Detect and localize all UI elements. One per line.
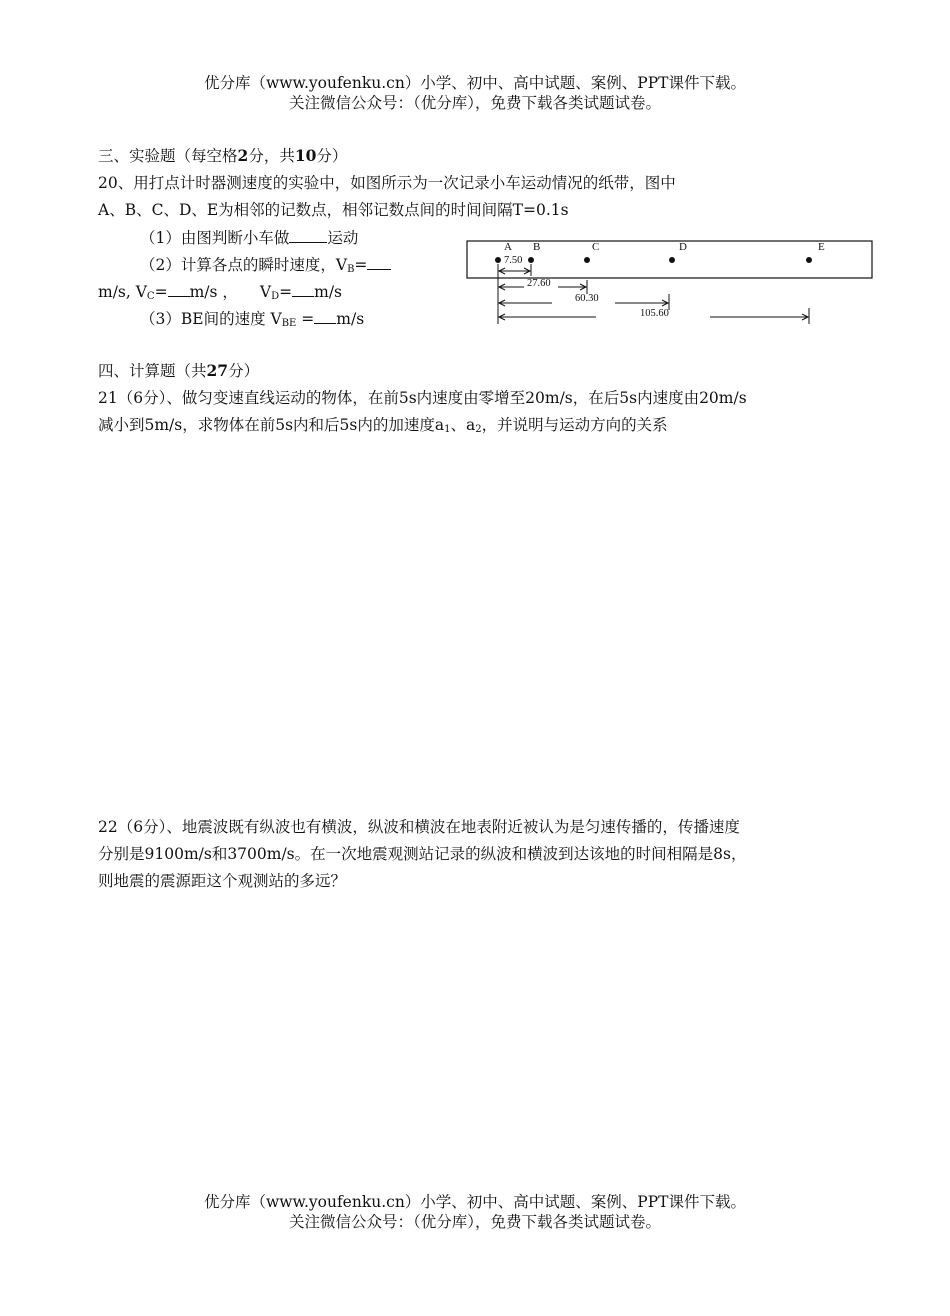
- vc-subscript: C: [146, 291, 155, 302]
- point-label-e: E: [818, 241, 825, 253]
- q20-line-1: 20、用打点计时器测速度的实验中，如图所示为一次记录小车运动情况的纸带，图中: [98, 174, 676, 192]
- vbe-equals: =: [296, 310, 315, 328]
- measure-ab-label: 7.50: [504, 255, 523, 266]
- q20-part-3: [140, 308, 364, 334]
- paper-tape-diagram: [460, 236, 880, 328]
- vd-subscript: D: [271, 291, 280, 302]
- vbe-subscript: BE: [281, 318, 297, 329]
- q20-part-3-prefix: （3）BE间的速度 V: [140, 310, 282, 328]
- vb-blank[interactable]: [367, 254, 391, 270]
- header-line-1: 优分库（www.youfenku.cn）小学、初中、高中试题、案例、PPT课件下载。: [203, 74, 747, 92]
- q20-part-2-prefix: （2）计算各点的瞬时速度，V: [140, 256, 348, 274]
- q22-line-3: 则地震的震源距这个观测站的多远？: [98, 872, 347, 890]
- vd-unit: m/s: [314, 283, 342, 301]
- dot-b: [528, 257, 534, 263]
- vd-blank[interactable]: [292, 281, 314, 297]
- q21-line-2: [98, 415, 668, 440]
- q20-part-1-prefix: （1）由图判断小车做: [140, 229, 290, 247]
- q21-line-2-a: 减小到5m/s，求物体在前5s内和后5s内的加速度a: [98, 416, 445, 434]
- section-4-total: 27: [206, 361, 229, 380]
- q21-line-2-b: ，并说明与运动方向的关系: [481, 416, 668, 434]
- q22-line-1: 22（6分）、地震波既有纵波也有横波，纵波和横波在地表附近被认为是匀速传播的，传播速度: [98, 818, 740, 836]
- vc-unit: m/s ，: [189, 283, 238, 301]
- a1-subscript: 1: [444, 424, 451, 435]
- vc-prefix: m/s, V: [98, 283, 147, 301]
- q20-line-2: A、B、C、D、E为相邻的记数点，相邻记数点间的时间间隔T=0.1s: [98, 201, 569, 219]
- section-3-title: [98, 146, 347, 166]
- measure-ae-label: 105.60: [640, 308, 669, 319]
- vd-equals: =: [279, 283, 293, 301]
- point-label-a: A: [504, 241, 512, 253]
- q21-line-1: 21（6分）、做匀变速直线运动的物体，在前5s内速度由零增至20m/s，在后5s内速度由20m/s: [98, 389, 747, 407]
- q20-part-2-cont: [98, 281, 342, 307]
- dot-a: [495, 257, 501, 263]
- measure-ad-label: 60.30: [575, 293, 599, 304]
- vd-prefix: V: [259, 283, 272, 301]
- section-3-points-each: 2: [237, 146, 249, 165]
- q22-line-2: 分别是9100m/s和3700m/s。在一次地震观测站记录的纵波和横波到达该地的时间相隔是8s，: [98, 845, 747, 863]
- vbe-blank[interactable]: [314, 308, 336, 324]
- dot-d: [669, 257, 675, 263]
- point-label-c: C: [592, 241, 600, 253]
- vbe-unit: m/s: [336, 310, 365, 328]
- q20-part-1: [140, 227, 358, 248]
- section-4-suffix: 分）: [228, 362, 260, 380]
- measure-ac-label: 27.60: [527, 278, 551, 289]
- section-3-suffix: 分）: [316, 147, 348, 165]
- q20-part-2: [140, 254, 391, 280]
- dot-c: [584, 257, 590, 263]
- footer-line-2: 关注微信公众号：（优分库），免费下载各类试题试卷。: [288, 1213, 661, 1231]
- q21-separator: 、a: [450, 416, 476, 434]
- vb-equals: =: [354, 256, 368, 274]
- section-3-total: 10: [294, 146, 317, 165]
- vc-blank[interactable]: [168, 281, 190, 297]
- point-label-b: B: [533, 241, 541, 253]
- point-label-d: D: [679, 241, 687, 253]
- section-3-prefix: 三、实验题（每空格: [98, 147, 238, 165]
- vc-equals: =: [154, 283, 168, 301]
- vb-subscript: B: [347, 264, 355, 275]
- section-3-middle: 分，共: [248, 147, 295, 165]
- header-line-2: 关注微信公众号：（优分库），免费下载各类试题试卷。: [288, 94, 661, 112]
- a2-subscript: 2: [475, 424, 482, 435]
- q20-part-1-suffix: 运动: [327, 229, 359, 247]
- dot-e: [806, 257, 812, 263]
- section-4-title: [98, 361, 259, 381]
- footer-line-1: 优分库（www.youfenku.cn）小学、初中、高中试题、案例、PPT课件下载。: [203, 1193, 747, 1211]
- q20-motion-blank[interactable]: [289, 227, 327, 243]
- section-4-prefix: 四、计算题（共: [98, 362, 207, 380]
